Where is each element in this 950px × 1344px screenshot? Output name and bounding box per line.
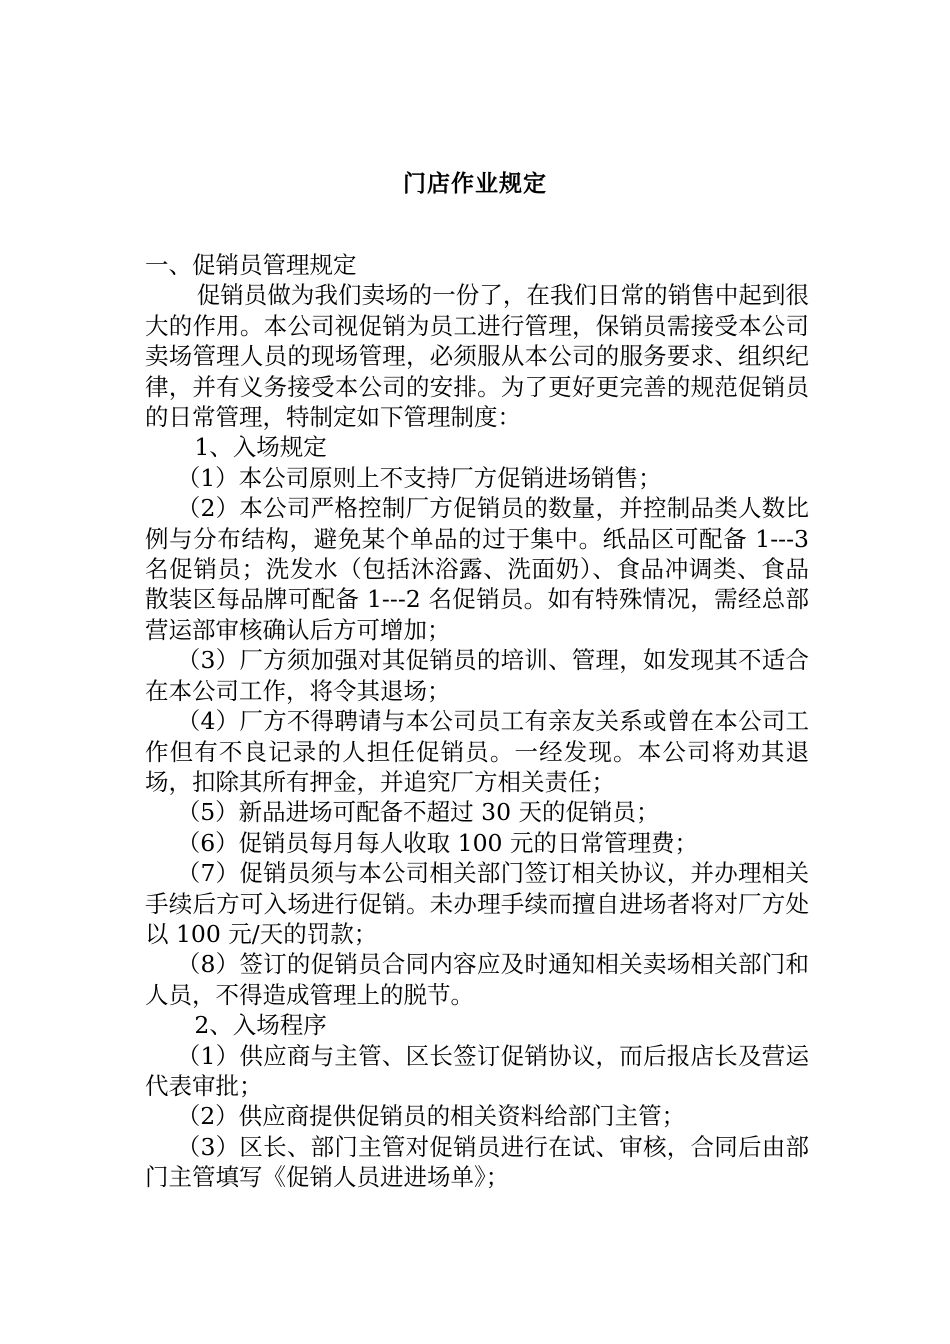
paragraph-rule-1-8: （8）签订的促销员合同内容应及时通知相关卖场相关部门和人员，不得造成管理上的脱节。	[145, 950, 809, 1009]
document-body	[145, 250, 809, 1193]
paragraph-rule-1-7: （7）促销员须与本公司相关部门签订相关协议，并办理相关手续后方可入场进行促销。未办理手续而擅自进场者将对厂方处以 100 元/天的罚款；	[145, 859, 809, 948]
paragraph-section-1-heading: 一、促销员管理规定	[145, 251, 357, 279]
paragraph-rule-2-2: （2）供应商提供促销员的相关资料给部门主管；	[176, 1102, 686, 1131]
paragraph-rule-1-2: （2）本公司严格控制厂方促销员的数量，并控制品类人数比例与分布结构，避免某个单品的过于集中。纸品区可配备 1---3 名促销员；洗发水（包括沐浴露、洗面奶）、食品冲调类、食品散装区每品牌可配备 1---2 名促销员。如有特殊情况，需经总部营运部审核确认后方可增加；	[145, 494, 809, 644]
paragraph-rule-1-4: （4）厂方不得聘请与本公司员工有亲友关系或曾在本公司工作但有不良记录的人担任促销员。一经发现。本公司将劝其退场，扣除其所有押金，并追究厂方相关责任；	[145, 707, 809, 796]
paragraph-rule-2-1: （1）供应商与主管、区长签订促销协议，而后报店长及营运代表审批；	[145, 1041, 809, 1100]
paragraph-sub-2-heading: 2、入场程序	[194, 1011, 327, 1040]
paragraph-rule-1-3: （3）厂方须加强对其促销员的培训、管理，如发现其不适合在本公司工作，将令其退场；	[145, 646, 809, 705]
paragraph-sub-1-heading: 1、入场规定	[194, 433, 327, 462]
document-title: 门店作业规定	[403, 170, 547, 197]
paragraph-rule-1-1: （1）本公司原则上不支持厂方促销进场销售；	[176, 463, 662, 492]
paragraph-rule-1-5: （5）新品进场可配备不超过 30 天的促销员；	[176, 798, 660, 827]
paragraph-intro: 促销员做为我们卖场的一份了，在我们日常的销售中起到很大的作用。本公司视促销为员工进行管理，保销员需接受本公司卖场管理人员的现场管理，必须服从本公司的服务要求、组织纪律，并有义务接受本公司的安排。为了更好更完善的规范促销员的日常管理，特制定如下管理制度：	[145, 281, 809, 432]
paragraph-rule-2-3: （3）区长、部门主管对促销员进行在试、审核，合同后由部门主管填写《促销人员进进场单》；	[145, 1132, 809, 1192]
paragraph-rule-1-6: （6）促销员每月每人收取 100 元的日常管理费；	[176, 828, 698, 857]
